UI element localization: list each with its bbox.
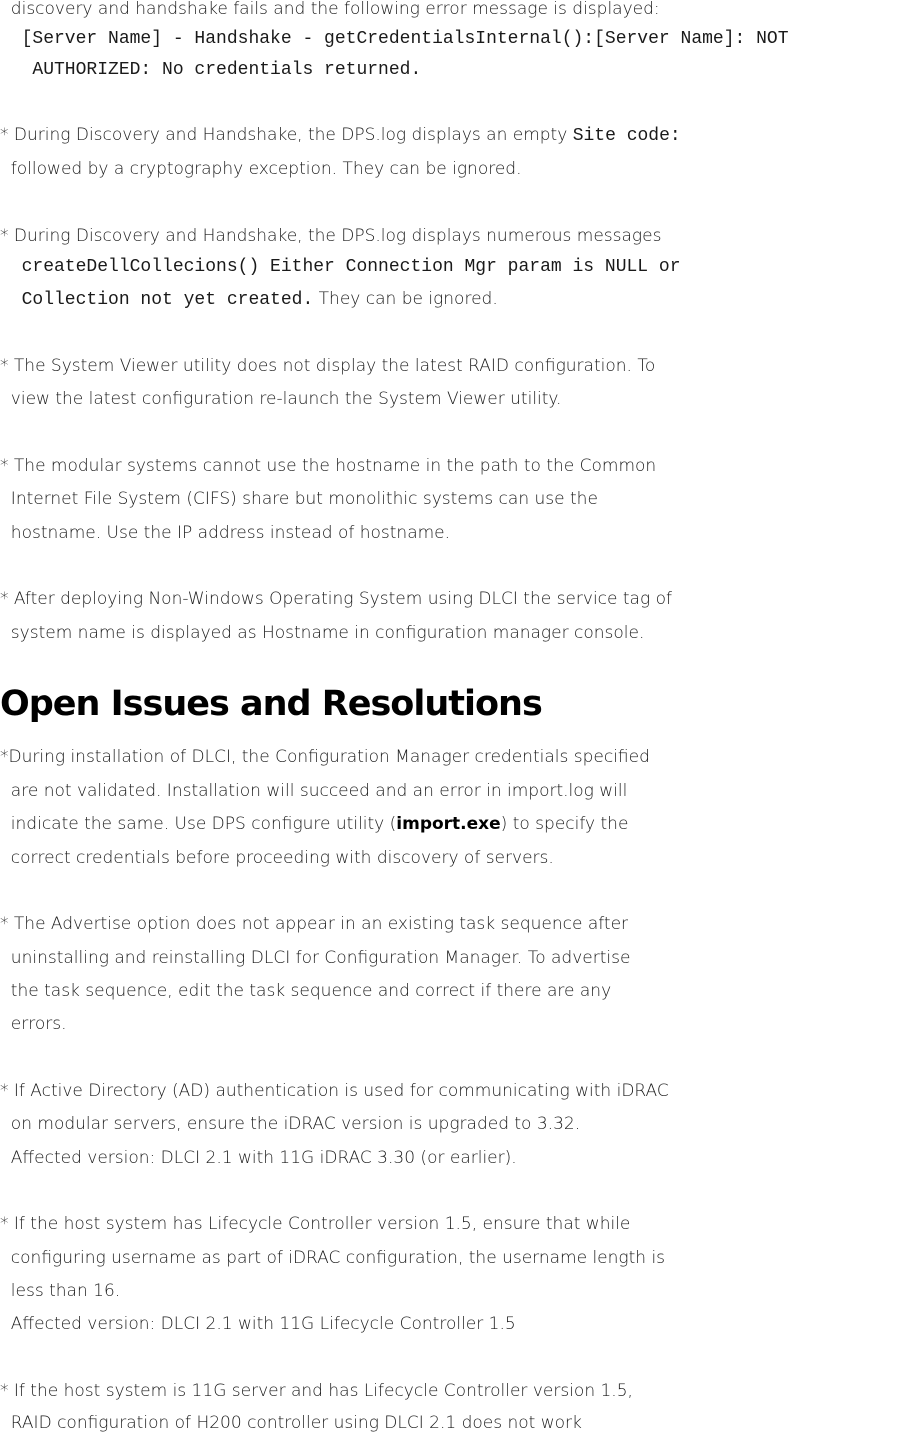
text-line: * If the host system has Lifecycle Controller version 1.5, ensure that while bbox=[0, 1214, 631, 1234]
text-line: * After deploying Non-Windows Operating System using DLCI the service tag of bbox=[0, 589, 672, 609]
text-line: discovery and handshake fails and the following error message is displayed: bbox=[0, 0, 660, 19]
text-line: *During installation of DLCI, the Configuration Manager credentials specified bbox=[0, 747, 650, 767]
text-line: RAID configuration of H200 controller using DLCI 2.1 does not work bbox=[0, 1413, 582, 1433]
text-line: Internet File System (CIFS) share but monolithic systems can use the bbox=[0, 489, 598, 509]
text-line: errors. bbox=[0, 1014, 67, 1034]
text-line: hostname. Use the IP address instead of hostname. bbox=[0, 523, 451, 543]
error-message-code: AUTHORIZED: No credentials returned. bbox=[0, 60, 422, 80]
code-line: createDellCollecions() Either Connection Mgr param is NULL or bbox=[0, 257, 681, 277]
text-line: the task sequence, edit the task sequence and correct if there are any bbox=[0, 981, 612, 1001]
error-message-code: [Server Name] - Handshake - getCredentialsInternal():[Server Name]: NOT bbox=[0, 29, 789, 49]
utility-name: import.exe bbox=[396, 814, 501, 834]
text-line: * The Advertise option does not appear in an existing task sequence after bbox=[0, 914, 629, 934]
text-line: uninstalling and reinstalling DLCI for Configuration Manager. To advertise bbox=[0, 948, 631, 968]
section-heading: Open Issues and Resolutions bbox=[0, 684, 542, 724]
site-code-literal: Site code: bbox=[572, 126, 681, 146]
text-line: * If Active Directory (AD) authentication is used for communicating with iDRAC bbox=[0, 1081, 669, 1101]
text-line: * During Discovery and Handshake, the DPS.log displays numerous messages bbox=[0, 226, 662, 246]
text-line: are not validated. Installation will succeed and an error in import.log will bbox=[0, 781, 628, 801]
text-line: system name is displayed as Hostname in configuration manager console. bbox=[0, 623, 645, 643]
text-line: less than 16. bbox=[0, 1281, 121, 1301]
text-line: * During Discovery and Handshake, the DPS.log displays an empty Site code: bbox=[0, 125, 681, 146]
text-line: followed by a cryptography exception. They can be ignored. bbox=[0, 159, 522, 179]
text-line: view the latest configuration re-launch the System Viewer utility. bbox=[0, 389, 562, 409]
text-line: * If the host system is 11G server and has Lifecycle Controller version 1.5, bbox=[0, 1381, 633, 1401]
text-line: Collection not yet created. They can be ignored. bbox=[0, 289, 498, 310]
text-line: Affected version: DLCI 2.1 with 11G iDRAC 3.30 (or earlier). bbox=[0, 1148, 517, 1168]
text-line: correct credentials before proceeding with discovery of servers. bbox=[0, 848, 554, 868]
text-line: Affected version: DLCI 2.1 with 11G Lifecycle Controller 1.5 bbox=[0, 1314, 516, 1334]
text-line: indicate the same. Use DPS configure utility (import.exe) to specify the bbox=[0, 814, 629, 834]
code-literal: Collection not yet created. bbox=[0, 290, 314, 310]
text-line: * The System Viewer utility does not display the latest RAID configuration. To bbox=[0, 356, 656, 376]
text-line: configuring username as part of iDRAC configuration, the username length is bbox=[0, 1248, 666, 1268]
text-line: * The modular systems cannot use the hostname in the path to the Common bbox=[0, 456, 657, 476]
text-line: on modular servers, ensure the iDRAC version is upgraded to 3.32. bbox=[0, 1114, 581, 1134]
